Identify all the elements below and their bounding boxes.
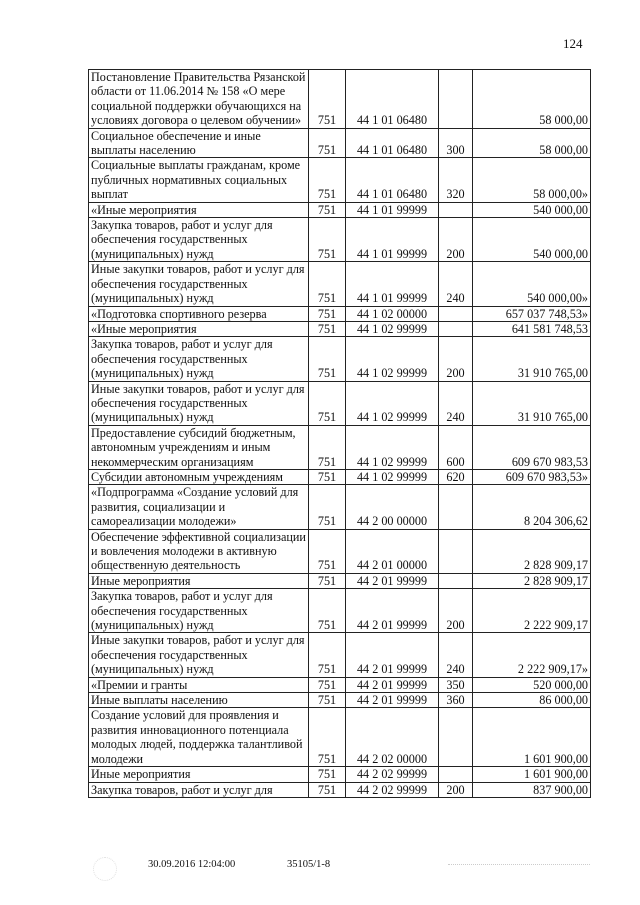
row-vr-code: 240 — [439, 633, 473, 677]
table-row — [89, 529, 591, 573]
row-gr-code: 751 — [309, 708, 346, 767]
faint-stamp-mark — [93, 857, 117, 881]
table-row — [89, 128, 591, 158]
table-row — [89, 381, 591, 425]
row-gr-code: 751 — [309, 485, 346, 529]
row-vr-code — [439, 306, 473, 321]
row-csr-code: 44 1 02 99999 — [346, 425, 439, 469]
row-name: «Премии и гранты — [89, 677, 309, 692]
row-gr-code: 751 — [309, 381, 346, 425]
row-sum: 8 204 306,62 — [473, 485, 591, 529]
row-vr-code — [439, 767, 473, 782]
table-row — [89, 425, 591, 469]
row-sum: 540 000,00 — [473, 202, 591, 217]
row-sum: 31 910 765,00 — [473, 337, 591, 381]
row-sum: 2 222 909,17» — [473, 633, 591, 677]
table-row — [89, 469, 591, 484]
row-gr-code: 751 — [309, 469, 346, 484]
row-csr-code: 44 2 02 00000 — [346, 708, 439, 767]
page-number: 124 — [563, 36, 583, 51]
row-gr-code: 751 — [309, 425, 346, 469]
row-sum: 2 222 909,17 — [473, 589, 591, 633]
table-row — [89, 693, 591, 708]
row-name: Иные мероприятия — [89, 573, 309, 588]
row-sum: 58 000,00 — [473, 70, 591, 129]
row-vr-code: 350 — [439, 677, 473, 692]
row-name: «Подпрограмма «Создание условий для развития, социализации и самореализации молодежи» — [89, 485, 309, 529]
row-sum: 641 581 748,53 — [473, 321, 591, 336]
table-row — [89, 321, 591, 336]
row-name: Закупка товаров, работ и услуг для обеспечения государственных (муниципальных) нужд — [89, 218, 309, 262]
row-csr-code: 44 2 01 99999 — [346, 677, 439, 692]
row-csr-code: 44 1 02 99999 — [346, 381, 439, 425]
row-vr-code: 200 — [439, 337, 473, 381]
row-name: Закупка товаров, работ и услуг для обеспечения государственных (муниципальных) нужд — [89, 589, 309, 633]
row-name: Социальное обеспечение и иные выплаты населению — [89, 128, 309, 158]
row-csr-code: 44 1 01 06480 — [346, 70, 439, 129]
table-row — [89, 262, 591, 306]
row-vr-code — [439, 529, 473, 573]
row-sum: 58 000,00» — [473, 158, 591, 202]
table-row — [89, 782, 591, 797]
row-name: Постановление Правительства Рязанской области от 11.06.2014 № 158 «О мере социальной поддержки обучающихся на условиях договора о целевом обучении» — [89, 70, 309, 129]
row-csr-code: 44 2 02 99999 — [346, 767, 439, 782]
row-vr-code: 360 — [439, 693, 473, 708]
row-gr-code: 751 — [309, 677, 346, 692]
row-vr-code: 620 — [439, 469, 473, 484]
row-gr-code: 751 — [309, 218, 346, 262]
row-sum: 540 000,00 — [473, 218, 591, 262]
table-row — [89, 337, 591, 381]
row-sum: 2 828 909,17 — [473, 573, 591, 588]
row-csr-code: 44 1 01 99999 — [346, 218, 439, 262]
row-gr-code: 751 — [309, 782, 346, 797]
row-gr-code: 751 — [309, 529, 346, 573]
table-row — [89, 70, 591, 129]
row-sum: 1 601 900,00 — [473, 708, 591, 767]
row-sum: 86 000,00 — [473, 693, 591, 708]
row-name: Субсидии автономным учреждениям — [89, 469, 309, 484]
row-csr-code: 44 1 02 99999 — [346, 321, 439, 336]
row-vr-code — [439, 202, 473, 217]
row-name: «Подготовка спортивного резерва — [89, 306, 309, 321]
row-gr-code: 751 — [309, 262, 346, 306]
row-vr-code: 600 — [439, 425, 473, 469]
row-csr-code: 44 2 01 99999 — [346, 589, 439, 633]
row-sum: 540 000,00» — [473, 262, 591, 306]
table-row — [89, 202, 591, 217]
row-vr-code: 300 — [439, 128, 473, 158]
row-vr-code: 240 — [439, 262, 473, 306]
row-name: Предоставление субсидий бюджетным, автономным учреждениям и иным некоммерческим организациям — [89, 425, 309, 469]
row-csr-code: 44 1 01 99999 — [346, 262, 439, 306]
row-csr-code: 44 2 01 99999 — [346, 573, 439, 588]
row-gr-code: 751 — [309, 693, 346, 708]
row-name: Создание условий для проявления и развития инновационного потенциала молодых людей, поддержка талантливой молодежи — [89, 708, 309, 767]
budget-table — [88, 69, 591, 798]
footer-doc-number: 35105/1-8 — [287, 859, 331, 870]
row-gr-code: 751 — [309, 573, 346, 588]
row-name: Иные закупки товаров, работ и услуг для обеспечения государственных (муниципальных) нужд — [89, 262, 309, 306]
row-vr-code — [439, 708, 473, 767]
row-name: Иные мероприятия — [89, 767, 309, 782]
row-name: Социальные выплаты гражданам, кроме публичных нормативных социальных выплат — [89, 158, 309, 202]
row-gr-code: 751 — [309, 128, 346, 158]
row-sum: 657 037 748,53» — [473, 306, 591, 321]
row-vr-code: 200 — [439, 218, 473, 262]
row-gr-code: 751 — [309, 202, 346, 217]
row-gr-code: 751 — [309, 158, 346, 202]
row-csr-code: 44 2 01 99999 — [346, 633, 439, 677]
row-vr-code — [439, 573, 473, 588]
row-vr-code: 240 — [439, 381, 473, 425]
row-name: Закупка товаров, работ и услуг для — [89, 782, 309, 797]
table-row — [89, 158, 591, 202]
table-row — [89, 767, 591, 782]
row-sum: 1 601 900,00 — [473, 767, 591, 782]
table-row — [89, 677, 591, 692]
row-vr-code — [439, 485, 473, 529]
row-csr-code: 44 1 01 99999 — [346, 202, 439, 217]
row-csr-code: 44 1 02 99999 — [346, 469, 439, 484]
row-vr-code: 200 — [439, 782, 473, 797]
row-gr-code: 751 — [309, 337, 346, 381]
row-csr-code: 44 1 01 06480 — [346, 158, 439, 202]
row-sum: 609 670 983,53 — [473, 425, 591, 469]
row-vr-code: 320 — [439, 158, 473, 202]
row-csr-code: 44 1 02 99999 — [346, 337, 439, 381]
row-sum: 2 828 909,17 — [473, 529, 591, 573]
row-csr-code: 44 2 01 99999 — [346, 693, 439, 708]
row-sum: 31 910 765,00 — [473, 381, 591, 425]
row-name: Иные закупки товаров, работ и услуг для обеспечения государственных (муниципальных) нужд — [89, 381, 309, 425]
row-name: «Иные мероприятия — [89, 202, 309, 217]
row-gr-code: 751 — [309, 589, 346, 633]
table-row — [89, 633, 591, 677]
row-name: Иные закупки товаров, работ и услуг для обеспечения государственных (муниципальных) нужд — [89, 633, 309, 677]
row-gr-code: 751 — [309, 767, 346, 782]
row-csr-code: 44 2 00 00000 — [346, 485, 439, 529]
table-row — [89, 306, 591, 321]
table-row — [89, 708, 591, 767]
row-vr-code — [439, 321, 473, 336]
row-name: Обеспечение эффективной социализации и вовлечения молодежи в активную общественную деятельность — [89, 529, 309, 573]
row-csr-code: 44 1 01 06480 — [346, 128, 439, 158]
row-sum: 609 670 983,53» — [473, 469, 591, 484]
row-csr-code: 44 2 01 00000 — [346, 529, 439, 573]
row-csr-code: 44 1 02 00000 — [346, 306, 439, 321]
row-gr-code: 751 — [309, 633, 346, 677]
row-sum: 520 000,00 — [473, 677, 591, 692]
table-row — [89, 573, 591, 588]
table-row — [89, 218, 591, 262]
budget-table-body — [89, 70, 591, 798]
row-name: «Иные мероприятия — [89, 321, 309, 336]
footer-timestamp: 30.09.2016 12:04:00 — [148, 859, 236, 870]
row-gr-code: 751 — [309, 70, 346, 129]
row-gr-code: 751 — [309, 321, 346, 336]
table-row — [89, 485, 591, 529]
row-csr-code: 44 2 02 99999 — [346, 782, 439, 797]
faint-footer-line — [448, 864, 590, 865]
row-vr-code — [439, 70, 473, 129]
row-sum: 837 900,00 — [473, 782, 591, 797]
row-name: Иные выплаты населению — [89, 693, 309, 708]
table-row — [89, 589, 591, 633]
row-name: Закупка товаров, работ и услуг для обеспечения государственных (муниципальных) нужд — [89, 337, 309, 381]
row-vr-code: 200 — [439, 589, 473, 633]
row-gr-code: 751 — [309, 306, 346, 321]
row-sum: 58 000,00 — [473, 128, 591, 158]
